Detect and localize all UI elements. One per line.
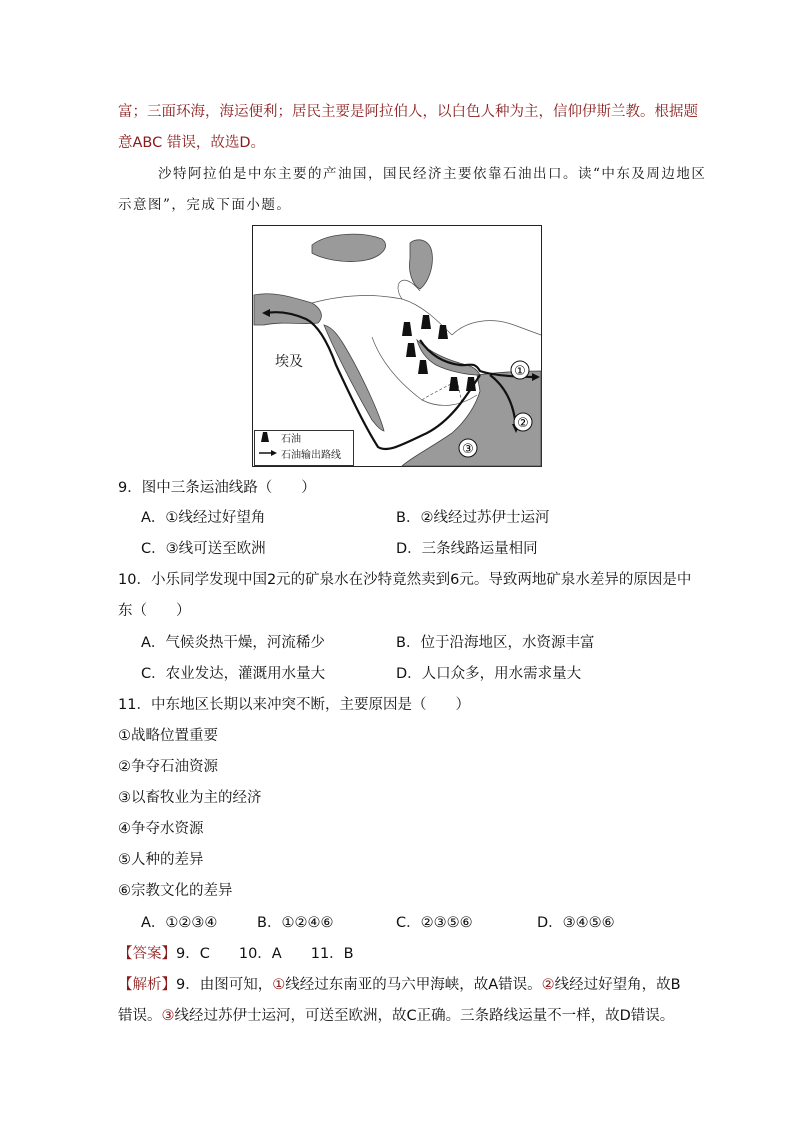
legend-oil-row — [255, 431, 353, 448]
q10-option-c: C．农业发达，灌溉用水量大 — [141, 666, 326, 682]
q9-option-d: D．三条线路运量相同 — [396, 541, 538, 557]
q10-stem-line1: 10．小乐同学发现中国2元的矿泉水在沙特竟然卖到6元。导致两地矿泉水差异的原因是中 — [118, 572, 692, 588]
legend-route-row — [255, 448, 353, 463]
analysis-line-2 — [118, 1006, 674, 1026]
q9-option-b: B．②线经过苏伊士运河 — [396, 510, 550, 526]
oil-legend-icon — [259, 431, 277, 448]
route-2-label: ② — [517, 416, 529, 431]
analysis-text-2a: 错误。 — [118, 1008, 162, 1024]
egypt-label: 埃及 — [275, 354, 303, 370]
q11-item: ①战略位置重要 — [118, 728, 218, 744]
legend-oil-label: 石油 — [281, 434, 301, 445]
answer-text: 9．C 10．A 11．B — [176, 946, 354, 962]
intro-line-2: 意ABC 错误，故选D。 — [118, 135, 266, 151]
q10-option-b: B．位于沿海地区，水资源丰富 — [396, 635, 595, 651]
passage-line-2: 示意图”，完成下面小题。 — [118, 197, 292, 213]
q9-option-c: C．③线可送至欧洲 — [141, 541, 266, 557]
q11-option-d: D．③④⑤⑥ — [537, 915, 615, 931]
analysis-line-1 — [118, 975, 681, 995]
q11-item: ④争夺水资源 — [118, 821, 204, 837]
q9-option-a: A．①线经过好望角 — [141, 510, 266, 526]
q11-option-a: A．①②③④ — [141, 915, 218, 931]
passage-line-1: 沙特阿拉伯是中东主要的产油国，国民经济主要依靠石油出口。读“中东及周边地区 — [158, 166, 707, 182]
map-legend — [254, 430, 354, 466]
answer-line — [118, 944, 354, 964]
analysis-marker-2: ② — [541, 977, 555, 993]
analysis-text-1e: 线经过好望角，故B — [554, 977, 681, 993]
arrow-legend-icon — [259, 448, 277, 463]
q9-stem: 9．图中三条运油线路（ ） — [118, 480, 316, 496]
analysis-marker-1: ① — [272, 977, 286, 993]
analysis-text-1c: 线经过东南亚的马六甲海峡，故A错误。 — [285, 977, 542, 993]
q11-option-c: C．②③⑤⑥ — [396, 915, 473, 931]
q11-item: ②争夺石油资源 — [118, 759, 218, 775]
q11-item: ③以畜牧业为主的经济 — [118, 790, 262, 806]
q11-stem: 11．中东地区长期以来冲突不断，主要原因是（ ） — [118, 697, 470, 713]
intro-line-1: 富；三面环海，海运便利；居民主要是阿拉伯人，以白色人种为主，信仰伊斯兰教。根据题 — [118, 104, 698, 120]
analysis-marker-3: ③ — [161, 1008, 175, 1024]
analysis-text-1a: 9．由图可知， — [176, 977, 273, 993]
q11-item: ⑤人种的差异 — [118, 852, 204, 868]
q11-option-b: B．①②④⑥ — [257, 915, 334, 931]
q11-item: ⑥宗教文化的差异 — [118, 883, 233, 899]
q10-option-a: A．气候炎热干燥，河流稀少 — [141, 635, 325, 651]
route-3-label: ③ — [462, 442, 474, 457]
route-1-label: ① — [514, 364, 526, 379]
q10-option-d: D．人口众多，用水需求量大 — [396, 666, 582, 682]
analysis-text-2c: 线经过苏伊士运河，可送至欧洲，故C正确。三条路线运量不一样，故D错误。 — [174, 1008, 675, 1024]
legend-route-label: 石油输出路线 — [281, 450, 341, 461]
analysis-tag: 【解析】 — [118, 977, 176, 993]
q10-stem-line2: 东（ ） — [118, 603, 191, 619]
middle-east-map — [252, 225, 542, 467]
answer-tag: 【答案】 — [118, 946, 176, 962]
